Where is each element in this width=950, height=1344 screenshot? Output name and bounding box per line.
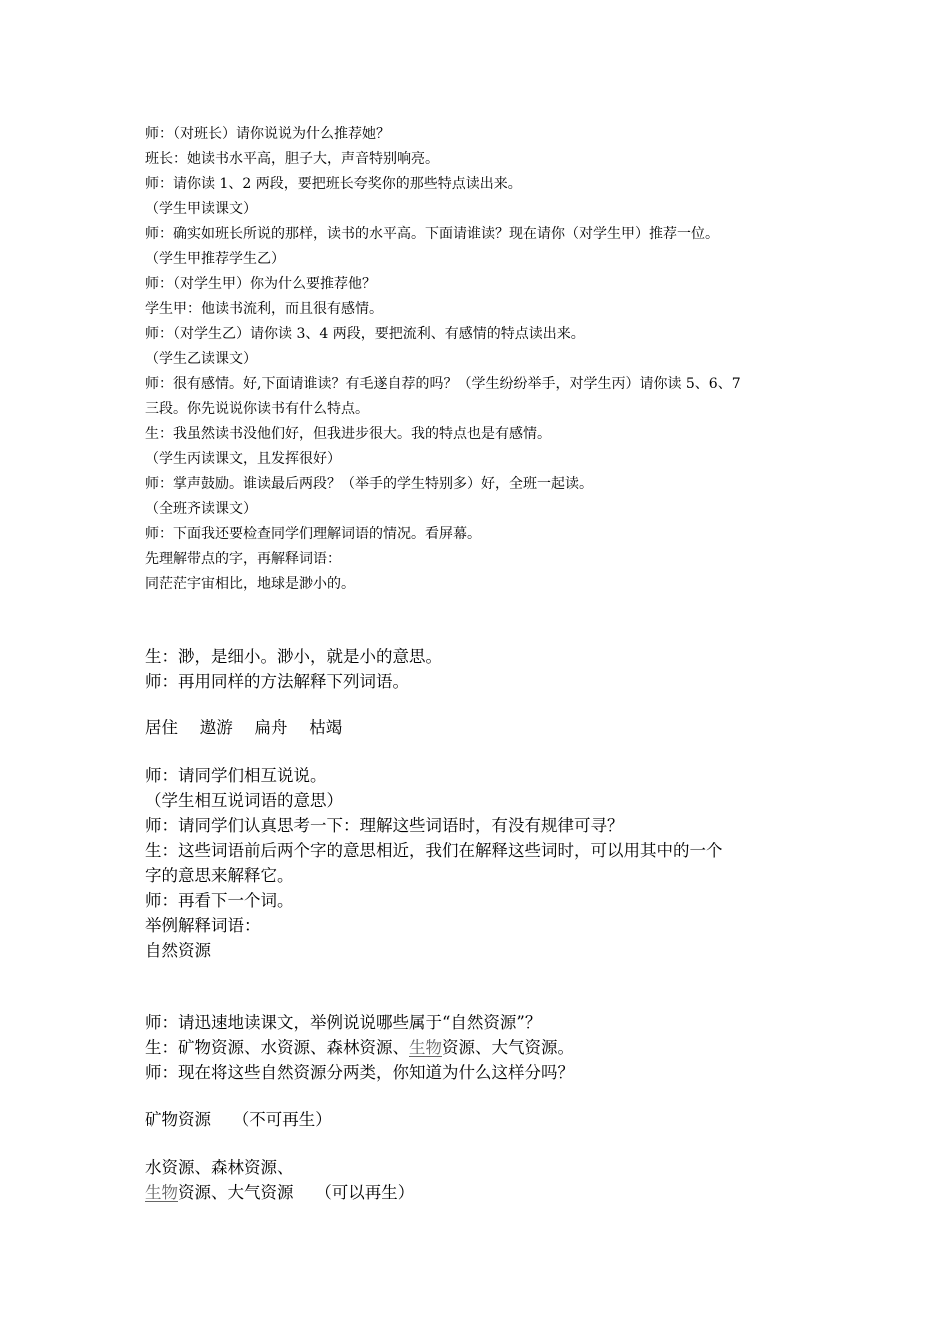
- dialogue-line: 师：请同学们相互说说。: [145, 766, 327, 785]
- category-renewable-line2: [145, 1185, 414, 1202]
- dialogue-line: 班长：她读书水平高，胆子大，声音特别响亮。: [145, 151, 439, 167]
- term-heading: 自然资源: [145, 941, 211, 960]
- dialogue-line: 师：很有感情。好,下面请谁读？有毛遂自荐的吗？（学生纷纷举手，对学生丙）请你读 5、6、7: [145, 376, 741, 392]
- dialogue-line: 师：确实如班长所说的那样，读书的水平高。下面请谁读？现在请你（对学生甲）推荐一位。: [145, 226, 719, 242]
- dialogue-line: 师：现在将这些自然资源分两类，你知道为什么这样分吗？: [145, 1063, 574, 1082]
- resources-text-before: 生：矿物资源、水资源、森林资源、: [145, 1038, 409, 1057]
- underlined-word: 生物: [145, 1183, 178, 1202]
- stage-direction: （学生丙读课文，且发挥很好）: [145, 451, 341, 467]
- instruction-line: 举例解释词语：: [145, 916, 261, 935]
- example-sentence: 同茫茫宇宙相比，地球是渺小的。: [145, 576, 355, 592]
- dialogue-line: 师：再用同样的方法解释下列词语。: [145, 672, 409, 691]
- dialogue-line: 三段。你先说说你读书有什么特点。: [145, 401, 369, 417]
- dialogue-line: 师：（对班长）请你说说为什么推荐她？: [145, 126, 390, 142]
- category-renewable-line1: 水资源、森林资源、: [145, 1158, 294, 1177]
- dialogue-line: 生：渺，是细小。渺小，就是小的意思。: [145, 647, 442, 666]
- dialogue-line: 字的意思来解释它。: [145, 866, 294, 885]
- dialogue-line: 生：这些词语前后两个字的意思相近，我们在解释这些词时，可以用其中的一个: [145, 841, 723, 860]
- dialogue-line: 师：（对学生乙）请你读 3、4 两段，要把流利、有感情的特点读出来。: [145, 326, 585, 342]
- stage-direction: （学生甲推荐学生乙）: [145, 251, 285, 267]
- category-nonrenewable: 矿物资源 （不可再生）: [145, 1110, 332, 1129]
- resources-text-after: 资源、大气资源。: [442, 1038, 574, 1057]
- stage-direction: （学生乙读课文）: [145, 351, 257, 367]
- word-list: 居住 遨游 扁舟 枯竭: [145, 718, 343, 737]
- renewable-text-after: 资源、大气资源 （可以再生）: [178, 1183, 415, 1202]
- dialogue-line: 生：我虽然读书没他们好，但我进步很大。我的特点也是有感情。: [145, 426, 551, 442]
- dialogue-line: 师：（对学生甲）你为什么要推荐他？: [145, 276, 376, 292]
- underlined-word: 生物: [409, 1038, 442, 1057]
- instruction-line: 先理解带点的字，再解释词语：: [145, 551, 341, 567]
- stage-direction: （学生甲读课文）: [145, 201, 257, 217]
- stage-direction: （全班齐读课文）: [145, 501, 257, 517]
- dialogue-line: 师：再看下一个词。: [145, 891, 294, 910]
- dialogue-line: 师：请同学们认真思考一下：理解这些词语时，有没有规律可寻？: [145, 816, 624, 835]
- dialogue-line: 师：掌声鼓励。谁读最后两段？（举手的学生特别多）好，全班一起读。: [145, 476, 593, 492]
- dialogue-line: 师：请迅速地读课文，举例说说哪些属于“自然资源”？: [145, 1013, 542, 1032]
- dialogue-line: 学生甲：他读书流利，而且很有感情。: [145, 301, 383, 317]
- dialogue-line: 师：请你读 1、2 两段，要把班长夸奖你的那些特点读出来。: [145, 176, 522, 192]
- stage-direction: （学生相互说词语的意思）: [145, 791, 343, 810]
- dialogue-line: [145, 1040, 574, 1057]
- dialogue-line: 师：下面我还要检查同学们理解词语的情况。看屏幕。: [145, 526, 481, 542]
